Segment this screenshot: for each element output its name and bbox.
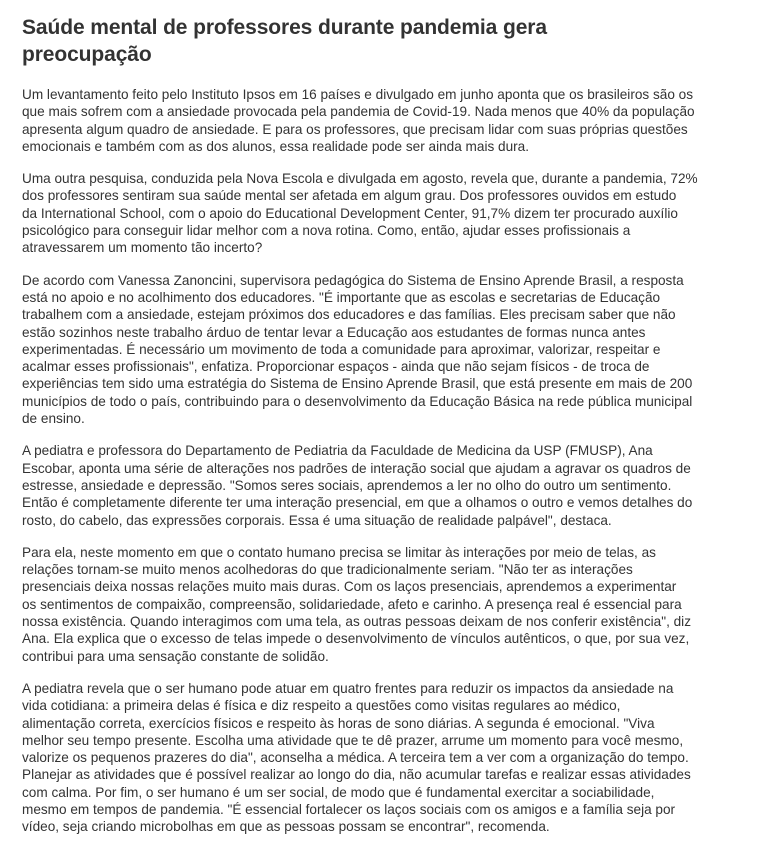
paragraph-line: da International School, com o apoio do Educational Development Center, 91,7% dizem ter procurado auxílio bbox=[22, 205, 678, 221]
paragraph bbox=[22, 442, 767, 528]
paragraph-line: De acordo com Vanessa Zanoncini, supervisora pedagógica do Sistema de Ensino Aprende Brasil, a resposta bbox=[22, 272, 684, 288]
paragraph-line: psicológico para conseguir lidar melhor com a nova rotina. Como, então, ajudar esses profissionais a bbox=[22, 223, 631, 239]
paragraph bbox=[22, 272, 767, 428]
paragraph bbox=[22, 170, 767, 256]
paragraph-line: Ana. Ela explica que o excesso de telas impede o desenvolvimento de vínculos autênticos, o que, por sua vez, bbox=[22, 631, 690, 647]
paragraph-line: nossa existência. Quando interagimos com uma tela, as outras pessoas deixam de nos conferir existência", diz bbox=[22, 614, 691, 630]
paragraph-line: atravessarem um momento tão incerto? bbox=[22, 240, 263, 256]
paragraph-line: Planejar as atividades que é possível realizar ao longo do dia, não acumular tarefas e realizar essas atividades bbox=[22, 767, 691, 783]
paragraph-line: os sentimentos de compaixão, compreensão, solidariedade, afeto e carinho. A presença real é essencial para bbox=[22, 596, 682, 612]
paragraph-line: dos professores sentiram sua saúde mental ser afetada em algum grau. Dos professores ouvidos em estudo bbox=[22, 188, 677, 204]
paragraph-line: valorize os pequenos prazeres do dia", aconselha a médica. A terceira tem a ver com a organização do tempo. bbox=[22, 750, 689, 766]
paragraph-line: trabalhem com a ansiedade, estejam próximos dos educadores e das famílias. Eles precisam saber que não bbox=[22, 307, 676, 323]
article-title bbox=[22, 14, 767, 68]
paragraph bbox=[22, 544, 767, 665]
paragraph-line: mesmo em tempos de pandemia. "É essencial fortalecer os laços sociais com os amigos e a família seja por bbox=[22, 801, 676, 817]
paragraph-line: estresse, ansiedade e depressão. "Somos seres sociais, aprendemos a ler no olho do outro um sentimento. bbox=[22, 477, 672, 493]
paragraph-line: A pediatra e professora do Departamento de Pediatria da Faculdade de Medicina da USP (FMUSP), Ana bbox=[22, 443, 653, 459]
paragraph-line: que mais sofrem com a ansiedade provocada pela pandemia de Covid-19. Nada menos que 40% da população bbox=[22, 104, 695, 120]
paragraph-line: Um levantamento feito pelo Instituto Ipsos em 16 países e divulgado em junho aponta que os brasileiros são os bbox=[22, 87, 694, 102]
paragraph bbox=[22, 86, 767, 155]
article bbox=[22, 14, 767, 851]
paragraph-line: Uma outra pesquisa, conduzida pela Nova Escola e divulgada em agosto, revela que, durante a pandemia, 72% bbox=[22, 171, 698, 187]
paragraph-line: relações tornam-se muito menos acolhedoras do que tradicionalmente seriam. "Não ter as interações bbox=[22, 562, 633, 578]
paragraph-line: Então é completamente diferente ter uma interação presencial, em que a olhamos o outro e vemos detalhes do bbox=[22, 495, 693, 511]
paragraph-line: vida cotidiana: a primeira delas é física e diz respeito a questões como visitas regulares ao médico, bbox=[22, 698, 621, 714]
paragraph-line: de ensino. bbox=[22, 411, 85, 427]
paragraph-line: contribui para uma sensação constante de solidão. bbox=[22, 648, 329, 664]
paragraph-line: experiências tem sido uma estratégia do Sistema de Ensino Aprende Brasil, que está presente em mais de 200 bbox=[22, 376, 693, 392]
paragraph-line: Escobar, aponta uma série de alterações nos padrões de interação social que ajudam a agravar os quadros de bbox=[22, 460, 691, 476]
article-body bbox=[22, 86, 767, 836]
paragraph-line: está no apoio e no acolhimento dos educadores. "É importante que as escolas e secretarias de Educação bbox=[22, 289, 661, 305]
paragraph-line: apresenta algum quadro de ansiedade. E para os professores, que precisam lidar com suas próprias questões bbox=[22, 121, 688, 137]
paragraph-line: experimentadas. É necessário um movimento de toda a comunidade para aproximar, valorizar, respeitar e bbox=[22, 341, 661, 357]
paragraph-line: acalmar esses profissionais", enfatiza. Proporcionar espaços - ainda que não sejam físicos - de troca de bbox=[22, 359, 650, 375]
title-line: preocupação bbox=[22, 43, 152, 66]
paragraph-line: rosto, do cabelo, das expressões corporais. Essa é uma situação de realidade palpável", destaca. bbox=[22, 512, 612, 528]
paragraph-line: A pediatra revela que o ser humano pode atuar em quatro frentes para reduzir os impactos da ansiedade na bbox=[22, 680, 674, 696]
paragraph bbox=[22, 680, 767, 836]
paragraph-line: municípios de todo o país, contribuindo para o desenvolvimento da Educação Básica na rede pública municipal bbox=[22, 393, 693, 409]
paragraph-line: estão sozinhos neste trabalho árduo de tentar levar a Educação aos estudantes de formas nunca antes bbox=[22, 324, 646, 340]
paragraph-line: alimentação correta, exercícios físicos e respeito às horas de sono diárias. A segunda é emocional. "Viva bbox=[22, 715, 655, 731]
title-line: Saúde mental de professores durante pandemia gera bbox=[22, 16, 547, 39]
paragraph-line: presenciais deixa nossas relações muito mais duras. Com os laços presenciais, aprendemos a experimentar bbox=[22, 579, 677, 595]
paragraph-line: vídeo, seja criando microbolhas em que as pessoas possam se encontrar", recomenda. bbox=[22, 819, 550, 835]
paragraph-line: emocionais e também com as dos alunos, essa realidade pode ser ainda mais dura. bbox=[22, 138, 530, 154]
paragraph-line: Para ela, neste momento em que o contato humano precisa se limitar às interações por meio de telas, as bbox=[22, 544, 656, 560]
paragraph-line: melhor seu tempo presente. Escolha uma atividade que te dê prazer, arrume um momento para você mesmo, bbox=[22, 732, 684, 748]
paragraph-line: com calma. Por fim, o ser humano é um ser social, de modo que é fundamental exercitar a sociabilidade, bbox=[22, 784, 655, 800]
